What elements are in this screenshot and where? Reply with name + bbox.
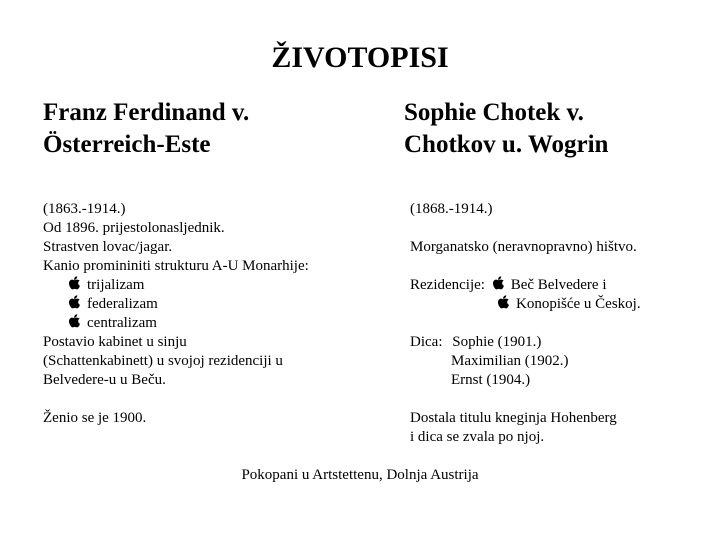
bullet-item <box>43 276 309 295</box>
spacer <box>43 390 309 409</box>
left-line3: Kanio promininiti strukturu A-U Monarhije: <box>43 258 309 274</box>
spacer <box>410 257 641 276</box>
bullet-item <box>43 295 309 314</box>
right-biography <box>410 200 641 447</box>
right-name-line2: Chotkov u. Wogrin <box>404 131 609 158</box>
left-line4: Postavio kabinet u sinju <box>43 334 187 350</box>
child-item: Ernst (1904.) <box>451 372 531 388</box>
apple-icon <box>493 276 505 290</box>
apple-icon <box>69 314 81 328</box>
page-title: ŽIVOTOPISI <box>271 41 449 74</box>
right-title-line1: Dostala titulu kneginja Hohenberg <box>410 410 617 426</box>
right-name-line1: Sophie Chotek v. <box>404 99 584 126</box>
spacer <box>410 219 641 238</box>
left-years: (1863.-1914.) <box>43 201 126 217</box>
apple-icon <box>69 276 81 290</box>
child-item: Sophie (1901.) <box>452 334 542 350</box>
residence-item: Beč Belvedere i <box>510 277 607 293</box>
bullet-text: federalizam <box>87 296 158 312</box>
apple-icon <box>69 295 81 309</box>
children-label: Dica: <box>410 334 443 350</box>
right-name-heading <box>404 97 608 161</box>
residences-label: Rezidencije: <box>410 277 485 293</box>
left-name-line2: Österreich-Este <box>43 131 211 158</box>
bullet-text: trijalizam <box>87 277 145 293</box>
children-row <box>410 333 641 352</box>
left-line1: Od 1896. prijestolonasljednik. <box>43 220 225 236</box>
right-title-line2: i dica se zvala po njoj. <box>410 429 545 445</box>
residences-row <box>410 276 641 295</box>
left-line7: Ženio se je 1900. <box>43 410 147 426</box>
bullet-text: centralizam <box>87 315 157 331</box>
left-line2: Strastven lovac/jagar. <box>43 239 173 255</box>
spacer <box>410 314 641 333</box>
residence-item: Konopišće u Českoj. <box>516 296 641 312</box>
left-line5: (Schattenkabinett) u svojoj rezidenciji u <box>43 353 283 369</box>
right-marriage: Morganatsko (neravnopravno) hištvo. <box>410 239 637 255</box>
left-name-heading <box>43 97 249 161</box>
left-line6: Belvedere-u u Beču. <box>43 372 166 388</box>
bullet-item <box>43 314 309 333</box>
left-biography <box>43 200 309 428</box>
footer-burial: Pokopani u Artstettenu, Dolnja Austrija <box>241 467 479 483</box>
child-item: Maximilian (1902.) <box>451 353 569 369</box>
apple-icon <box>498 295 510 309</box>
residences-row-2 <box>410 295 641 314</box>
spacer <box>410 390 641 409</box>
left-name-line1: Franz Ferdinand v. <box>43 99 250 126</box>
right-years: (1868.-1914.) <box>410 201 493 217</box>
